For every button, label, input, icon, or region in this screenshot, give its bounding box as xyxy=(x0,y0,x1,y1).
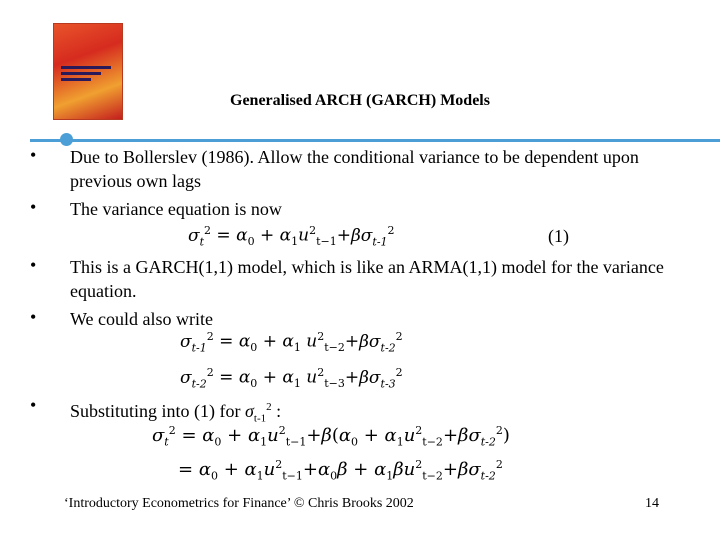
bullet-2: The variance equation is now xyxy=(70,199,282,219)
bullet-1: Due to Bollerslev (1986). Allow the conditional variance to be dependent upon previous own lags xyxy=(70,147,639,191)
equation-lag2: $\sigma_{t-2}^2 = \alpha_0 + \alpha_1$ $u^2_{t-3}+\beta\sigma_{t-3}^2$ xyxy=(180,366,403,391)
equation-lag1: $\sigma_{t-1}^2 = \alpha_0 + \alpha_1$ $u^2_{t-2}+\beta\sigma_{t-2}^2$ xyxy=(180,330,403,355)
slide-footer: ‘Introductory Econometrics for Finance’ © Chris Brooks 2002 xyxy=(64,496,414,511)
equation-substituted-2: = $\alpha_0 + \alpha_1u^2_{t-1}+\alpha_0\beta + \alpha_1\beta u^2_{t-2}+\beta\sigma_{t-2}^2$ xyxy=(178,458,503,483)
bullet-4: We could also write xyxy=(70,309,214,329)
bullet-marker: • xyxy=(30,145,37,165)
equation-number: (1) xyxy=(548,226,569,246)
bullet-3: This is a GARCH(1,1) model, which is like an ARMA(1,1) model for the variance equation. xyxy=(70,257,664,301)
equation-substituted-1: $\sigma_t^2 = \alpha_0 + \alpha_1u^2_{t-1}+\beta(\alpha_0 + \alpha_1u^2_{t-2}+\beta\sigma_{t-2}^2)$ xyxy=(152,424,510,449)
bullet-marker: • xyxy=(30,395,37,415)
bullet-marker: • xyxy=(30,197,37,217)
equation-garch: $\sigma_t^2 = \alpha_0 + \alpha_1u^2_{t-1}+\beta\sigma_{t-1}^2$ xyxy=(188,224,395,249)
bullet-marker: • xyxy=(30,255,37,275)
page-number: 14 xyxy=(645,496,659,511)
bullet-5: Substituting into (1) for $\sigma_{t-1}^2$ : xyxy=(70,401,282,425)
title-rule xyxy=(30,139,720,142)
bullet-marker: • xyxy=(30,307,37,327)
slide-title: Generalised ARCH (GARCH) Models xyxy=(230,92,490,109)
